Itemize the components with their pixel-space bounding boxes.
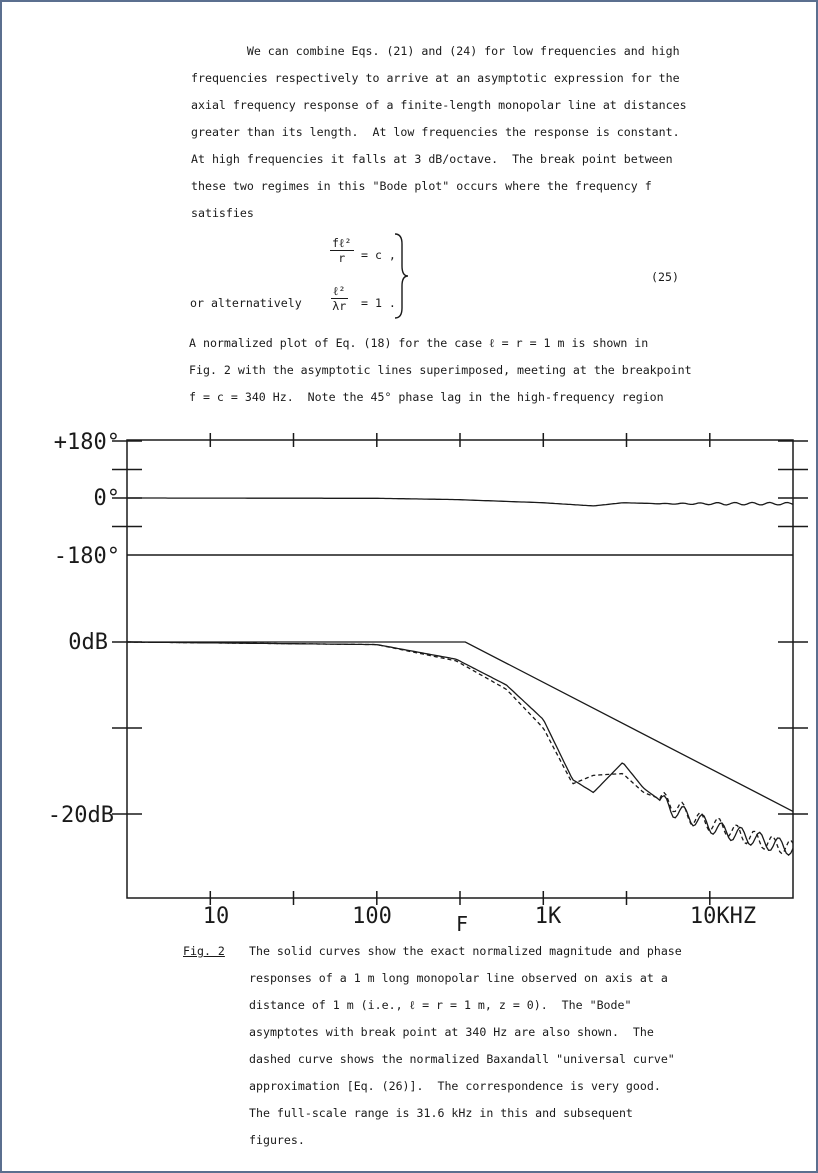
caption-line: responses of a 1 m long monopolar line observed on axis at a bbox=[249, 971, 668, 985]
text-line: frequencies respectively to arrive at an asymptotic expression for the bbox=[191, 71, 680, 85]
phase-axis-label: 0° bbox=[93, 486, 120, 511]
x-tick-label: 100 bbox=[352, 904, 392, 929]
caption-line: approximation [Eq. (26)]. The correspondence is very good. bbox=[249, 1079, 661, 1093]
caption-line: figures. bbox=[249, 1133, 305, 1147]
text-line: greater than its length. At low frequencies the response is constant. bbox=[191, 125, 680, 139]
phase-curve bbox=[127, 498, 793, 506]
x-tick-label: 10KHZ bbox=[689, 904, 757, 929]
text-line: A normalized plot of Eq. (18) for the case ℓ = r = 1 m is shown in bbox=[189, 336, 649, 350]
fraction-numerator: ℓ² bbox=[333, 284, 346, 298]
caption-line: dashed curve shows the normalized Baxandall "universal curve" bbox=[249, 1052, 675, 1066]
phase-axis-label: +180° bbox=[53, 430, 120, 455]
text-line: axial frequency response of a finite-length monopolar line at distances bbox=[191, 98, 687, 112]
equation-25 bbox=[0, 0, 818, 330]
fraction-numerator: fℓ² bbox=[332, 236, 352, 250]
text-line: At high frequencies it falls at 3 dB/octave. The break point between bbox=[191, 152, 673, 166]
bode-asymptote bbox=[127, 642, 793, 811]
text-line: We can combine Eqs. (21) and (24) for low frequencies and high bbox=[191, 44, 680, 58]
caption-line: asymptotes with break point at 340 Hz are also shown. The bbox=[249, 1025, 654, 1039]
magnitude-axis-label: 0dB bbox=[68, 630, 108, 655]
bode-plot-figure bbox=[0, 425, 818, 935]
equation-fraction bbox=[331, 284, 348, 313]
magnitude-curve-exact bbox=[127, 642, 793, 855]
text-line: satisfies bbox=[191, 206, 254, 220]
equation-number: (25) bbox=[651, 270, 679, 284]
figure-label: Fig. 2 bbox=[183, 944, 225, 958]
phase-axis-label: -180° bbox=[53, 544, 120, 569]
equation-rhs: = c , bbox=[361, 248, 396, 262]
caption-line: The solid curves show the exact normalized magnitude and phase bbox=[249, 944, 682, 958]
x-tick-label: 1K bbox=[534, 904, 562, 929]
alternative-label: or alternatively bbox=[190, 296, 302, 310]
x-tick-label: 10 bbox=[202, 904, 230, 929]
text-line: Fig. 2 with the asymptotic lines superimposed, meeting at the breakpoint bbox=[189, 363, 692, 377]
equation-fraction bbox=[330, 236, 354, 265]
caption-line: distance of 1 m (i.e., ℓ = r = 1 m, z = 0). The "Bode" bbox=[249, 998, 632, 1012]
equation-rhs: = 1 . bbox=[361, 296, 396, 310]
text-line: these two regimes in this "Bode plot" occurs where the frequency f bbox=[191, 179, 652, 193]
caption-line: The full-scale range is 31.6 kHz in this and subsequent bbox=[249, 1106, 633, 1120]
plot-frame bbox=[127, 440, 793, 898]
x-axis-title: F bbox=[455, 912, 469, 935]
fraction-denominator: r bbox=[338, 251, 346, 265]
curly-brace bbox=[393, 232, 413, 322]
magnitude-curve-baxandall bbox=[127, 642, 793, 854]
text-line: f = c = 340 Hz. Note the 45° phase lag in the high-frequency region bbox=[189, 390, 664, 404]
fraction-denominator: λr bbox=[332, 299, 347, 313]
series-layer bbox=[127, 498, 793, 855]
magnitude-axis-label: -20dB bbox=[47, 803, 114, 828]
